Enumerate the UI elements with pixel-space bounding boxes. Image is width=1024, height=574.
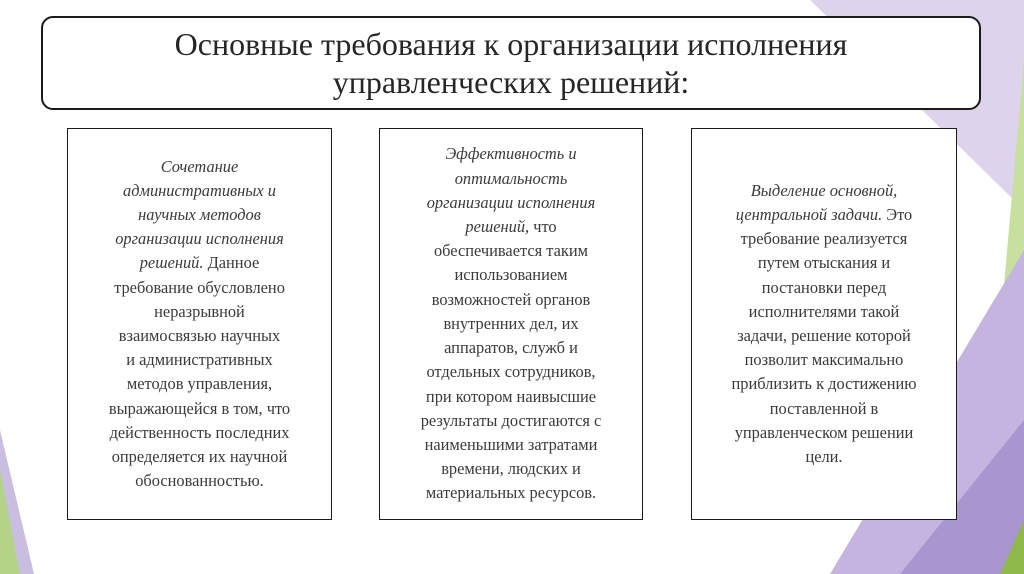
card-line: отдельных сотрудников, — [426, 362, 596, 382]
card-line: аппаратов, служб и — [444, 338, 578, 358]
card-line: Выделение основной, — [750, 180, 898, 200]
card-methods-combination — [67, 128, 332, 520]
card-line: результаты достигаются с — [420, 410, 602, 430]
card-line: Сочетание — [160, 156, 239, 176]
title-box — [41, 16, 981, 110]
card-line: цели. — [805, 447, 843, 467]
card-line: наименьшими затратами — [424, 434, 598, 454]
card-line: выражающейся в том, что — [108, 398, 291, 418]
card-line: Данное — [203, 253, 260, 273]
card-line: методов управления, — [126, 374, 273, 394]
card-line: административных и — [123, 180, 276, 200]
card-line: требование реализуется — [740, 229, 908, 249]
title-line-2: управленческих решений: — [332, 64, 690, 100]
card-line: обеспечивается таким — [433, 241, 589, 261]
card-line: взаимосвязью научных — [118, 326, 281, 345]
page-title — [175, 25, 848, 101]
card-line: неразрывной — [154, 301, 245, 321]
card-line: времени, людских и — [441, 459, 581, 479]
card-line: оптимальность — [454, 168, 568, 188]
card-line: путем отыскания и — [757, 253, 891, 273]
card-line: позволит максимально — [744, 350, 904, 370]
card-line: организации исполнения — [115, 229, 284, 249]
card-line: постановки перед — [761, 277, 887, 297]
card-line: поставленной в — [769, 398, 879, 418]
title-line-1: Основные требования к организации исполнения — [174, 26, 848, 62]
card-line: Это — [882, 204, 913, 224]
card-line: управленческом решении — [734, 422, 914, 442]
card-line: внутренних дел, их — [443, 313, 579, 333]
card-line: обоснованностью. — [135, 471, 264, 491]
card-line: использованием — [454, 265, 568, 285]
card-line: определяется их научной — [111, 447, 288, 467]
card-line: возможностей органов — [431, 289, 591, 309]
card-central-task — [691, 128, 957, 520]
card-line: и административных — [126, 350, 273, 370]
card-line: научных методов — [138, 204, 261, 224]
card-line: материальных ресурсов. — [425, 483, 597, 503]
card-line: требование обусловлено — [114, 277, 285, 297]
card-line: решений. — [139, 253, 204, 273]
card-line: исполнителями такой — [748, 301, 900, 321]
card-line: приблизить к достижению — [731, 374, 917, 394]
card-line: что — [529, 217, 557, 237]
card-line: организации исполнения — [426, 192, 596, 212]
card-efficiency — [379, 128, 643, 520]
card-line: при котором наивысшие — [425, 386, 597, 406]
card-line: центральной задачи. — [735, 204, 883, 224]
card-line: задачи, решение которой — [737, 326, 911, 345]
card-line: действенность последних — [109, 422, 290, 442]
card-line: решений, — [465, 217, 530, 237]
card-line: Эффективность и — [445, 144, 577, 164]
